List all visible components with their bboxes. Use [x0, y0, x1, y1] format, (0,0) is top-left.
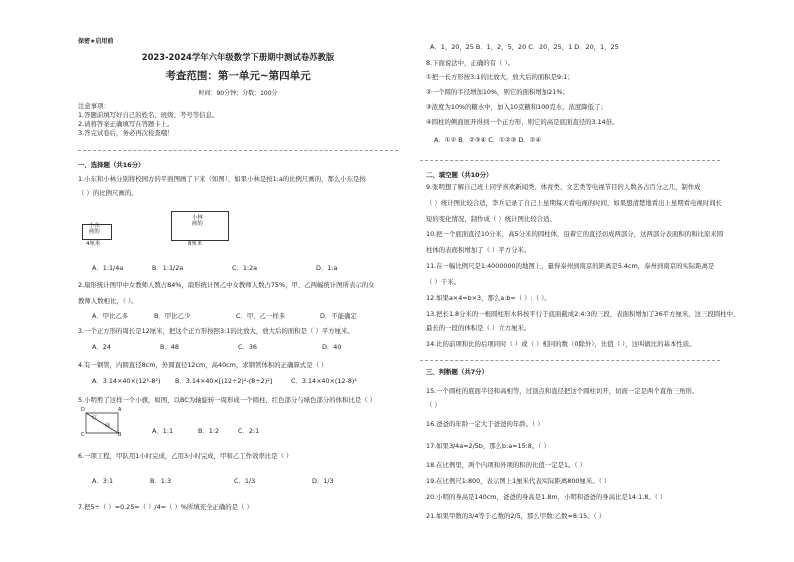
statement: ④圆柱的侧面展开得到一个正方形，则它的高是底面直径的3.14倍。 [426, 118, 619, 126]
question-text: 14.比的前项和比的后项同时（ ）或（ ）相同的数（0除外），比值（ ），这叫做比的基本性质。 [426, 340, 696, 348]
question-text: 教师人数相比，（ ）。 [78, 297, 138, 305]
option: B．1:1/2a [152, 264, 184, 272]
option: B．甲比乙少 [154, 312, 191, 320]
figure-label: 小林 [192, 215, 203, 221]
divider [420, 360, 720, 361]
question-text: 11.在一幅比例尺是1:4000000的地图上，量得泰州到南京的距离是5.4cm，泰州到南京的实际距离是 [426, 262, 715, 270]
option: D．不能确定 [320, 312, 357, 320]
figure-label: 画的 [89, 229, 100, 235]
section-heading: 二、填空题（共10分） [426, 171, 493, 179]
option: A．3.14×40×(12²-8²) [92, 377, 161, 385]
options-line: A．①② B．②③④ C．①②③ D．②④ [434, 136, 542, 144]
question-text: 1.小东和小林分别将校园方的平面图画了下来（如图），如果小林是按1:a的比例尺画的，那么小东是按 [78, 175, 366, 183]
right-column [420, 0, 740, 562]
figure-region-label: 绿 [105, 423, 111, 429]
section-heading: 三、判断题（共7分） [426, 368, 488, 376]
question-text: 2.扇形统计图甲中女教师人数占84%，扇形统计图乙中女教师人数占75%，甲、乙两幅统计图所表示的女 [78, 281, 375, 289]
question-text: 18.在比例里，两个内项和外项的积的比值一定是1。（ ） [426, 461, 587, 469]
exam-title: 2023-2024学年六年级数学下册期中测试卷苏教版 [141, 52, 335, 62]
flag-diagonal [86, 413, 118, 433]
option: A．3:1 [92, 477, 114, 485]
option: A．1:1 [152, 427, 174, 435]
exam-meta: 时间：90分钟；分数：100分 [198, 90, 278, 97]
question-text: 20.小明的身高是140cm，爸爸的身高是1.8m，小明和爸爸的身高比是14:1.8。（ ） [426, 493, 667, 501]
question-text: 6.一项工程，甲队用1小时完成，乙用3小时完成，甲和乙工作效率比是（ ） [78, 452, 293, 460]
notes-heading: 注意事项： [78, 102, 110, 110]
answer-blank: （ ） [426, 401, 441, 409]
secret-label: 保密★启用前 [78, 38, 114, 45]
figure-point-label: D [81, 407, 85, 413]
question-text: 17.如果3/4a=2/5b，那么b:a=15:8。（ ） [426, 442, 550, 450]
figure-point-label: A [118, 407, 122, 413]
statement: ①把一长方形按3:1的比放大，放大后的面积是9:1； [426, 73, 574, 81]
statement: ②一个圆的半径增加10%，则它的面积增加21%； [426, 88, 569, 96]
figure-point-label: B [118, 432, 122, 438]
question-text: （ ）的比例尺画的。 [78, 189, 138, 197]
question-text: （ ）统计图比较合适，李兵记录了自己上星期每天看电视的时间，如果想清楚地看出上星期看电视时间长 [426, 199, 722, 207]
option: B．3.14×40×[(12÷2)²-(8÷2)²] [175, 377, 273, 385]
option: B．1:2 [198, 427, 220, 435]
option: C．36 [238, 343, 257, 351]
question-text: 柱体的表面积增加了（ ）平方分米。 [426, 246, 531, 254]
note-item: 1.答题前填写好自己的姓名、班级、考号等信息。 [78, 111, 219, 119]
option: D．40 [322, 343, 342, 351]
left-column [78, 0, 398, 562]
question-text: 16.爸爸的年龄一定大于爸爸的年龄。（ ） [426, 420, 544, 428]
question-text: 10.把一个底面直径10分米，高5分米的圆柱体，沿着它的直径切成两部分，这两部分表面积的和比原来圆 [426, 230, 724, 238]
question-text: 8.下面说法中，正确的有（ ）。 [426, 59, 515, 67]
option: B．48 [160, 343, 179, 351]
figure-label: 画的 [192, 221, 203, 227]
figure-dimension: 4厘米 [86, 241, 101, 247]
option: D．1:a [316, 264, 338, 272]
question-text: 12.如果a×4=b×3，那么a:b=（ ）:（ ）。 [426, 294, 551, 302]
option: C．3.14×40×(12-8)² [291, 377, 357, 385]
question-text: 15.一个圆柱的底面半径和高相等，过顶点和直径把这个圆柱切开，切面一定是两个直角三角形。 [426, 387, 699, 395]
option: C．1:2a [232, 264, 258, 272]
option: C．甲、乙一样多 [236, 312, 286, 320]
question-text: 最长的一段的体积是（ ）立方厘米。 [426, 324, 531, 332]
options-line: A．1，20，25 B．1，2，5，20 C．20，25，1 D．20，1，25 [430, 43, 619, 51]
option: A．甲比乙多 [92, 312, 129, 320]
section-heading: 一、选择题（共16分） [78, 161, 145, 169]
divider [420, 160, 720, 161]
option: A．1:1/4a [92, 264, 124, 272]
question-text: 13.把长1.8分米的一根圆柱形木料按平行于底面截成2:4:3的三段，表面积增加了36平方厘米，这三段圆柱中， [426, 310, 740, 318]
question-text: 7.把5÷（ ）=0.25=（ ）/4=（ ）%所填充全正确的是（ ） [78, 503, 253, 511]
option: D．1/3 [312, 477, 334, 485]
question-text: 21.如果甲数的3/4等于乙数的2/5，那么甲数:乙数=8:15。（ ） [426, 512, 606, 520]
exam-scope: 考查范围：第一单元~第四单元 [165, 70, 311, 82]
question-text: （ ）千米。 [426, 278, 460, 286]
option: B．1:3 [150, 477, 172, 485]
figure-dimension: 8厘米 [188, 241, 203, 247]
figure-label: 小东 [89, 223, 100, 229]
question-text: 9.张明想了解自己班上同学喜欢新闻类、体育类、文艺类等电视节目的人数各占百分之几，制作成 [426, 183, 701, 191]
question-text: 5.小明剪了这样一个小旗，如图，以BC为轴旋转一周形成一个圆柱，红色部分与绿色部分的体积比是（ ） [78, 396, 377, 404]
divider [78, 150, 398, 151]
figure-region-label: 红 [92, 415, 98, 421]
question-text: 4.有一钢管，内圆直径8cm，外圆直径12cm，高40cm，求钢管体积的正确算式是（ ） [78, 361, 328, 369]
question-text: 19.在比例尺1:800，表示图上1厘米代表实际距离800厘米。（ ） [426, 477, 611, 485]
question-text: 短的变化情况，制作成（ ）统计图比较合适。 [426, 215, 556, 223]
statement: ③浓度为10%的糖水中，加入10克糖和100克水，浓度降低了； [426, 103, 607, 111]
option: C．2:1 [238, 427, 260, 435]
note-item: 2.请将答案正确填写在答题卡上。 [78, 120, 174, 128]
option: A．24 [92, 343, 111, 351]
option: C．1/3 [234, 477, 256, 485]
question-text: 3.一个正方形的周长是12厘米，把这个正方形按照3:1的比放大，放大后的面积是（ ）平方厘米。 [78, 327, 354, 335]
figure-point-label: C [81, 432, 85, 438]
note-item: 3.答完试卷后，务必再次检查哦！ [78, 129, 174, 137]
